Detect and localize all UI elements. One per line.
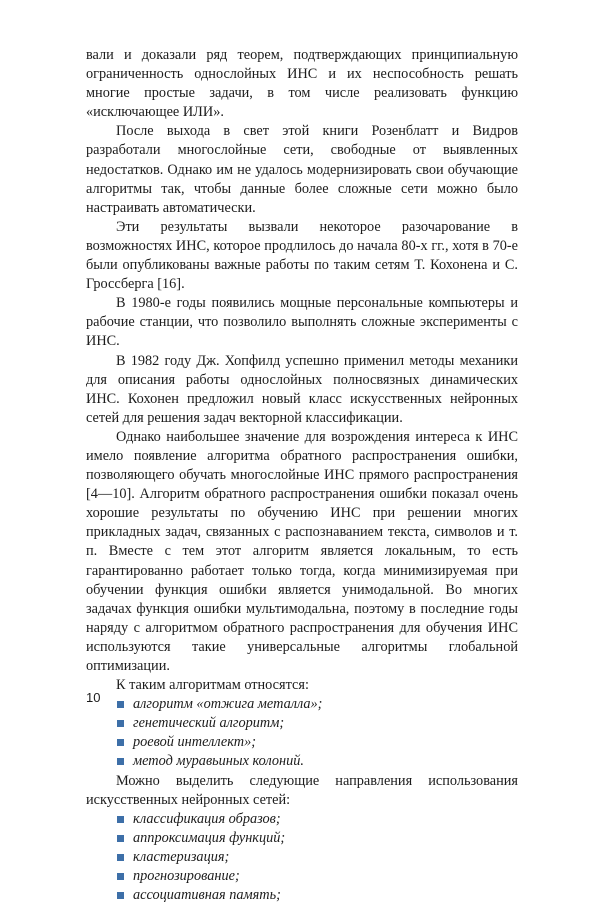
square-bullet-icon xyxy=(117,739,124,746)
list-item xyxy=(116,695,518,714)
applications-list xyxy=(86,810,518,905)
list-item xyxy=(116,848,518,867)
page-body xyxy=(86,46,518,905)
list-intro: К таким алгоритмам относятся: xyxy=(116,677,309,694)
page-number: 10 xyxy=(86,690,101,705)
list-item xyxy=(116,886,518,905)
list-item-text: прогнозирование; xyxy=(133,868,240,885)
paragraph: В 1982 году Дж. Хопфилд успешно применил методы механики для описания работы однослойных полносвязных динамических ИНС. Кохонен предложил новый класс искусственных нейронных сетей для решения задач векторной классификации. xyxy=(86,352,518,426)
list-item-text: классификация образов; xyxy=(133,810,281,827)
square-bullet-icon xyxy=(117,816,124,823)
square-bullet-icon xyxy=(117,835,124,842)
list-item-text: аппроксимация функций; xyxy=(133,829,286,846)
list-item xyxy=(116,714,518,733)
square-bullet-icon xyxy=(117,720,124,727)
algorithms-list xyxy=(86,695,518,771)
paragraph: В 1980-е годы появились мощные персональные компьютеры и рабочие станции, что позволило выполнять сложные эксперименты с ИНС. xyxy=(86,295,518,350)
square-bullet-icon xyxy=(117,701,124,708)
paragraph: После выхода в свет этой книги Розенблатт и Видров разработали многослойные сети, свободные от выявленных недостатков. Однако им не удалось модернизировать свои обучающие алгоритмы так, чтобы данные более сложные сети можно было настраивать автоматически. xyxy=(86,123,518,216)
list-item-text: кластеризация; xyxy=(133,848,230,865)
paragraph: Эти результаты вызвали некоторое разочарование в возможностях ИНС, которое продлилось до начала 80-х гг., хотя в 70-е были опубликованы важные работы по таким сетям Т. Кохонена и С. Гроссберга [16]. xyxy=(86,218,518,293)
square-bullet-icon xyxy=(117,854,124,861)
paragraph: вали и доказали ряд теорем, подтверждающих принципиальную ограниченность однослойных ИНС и их неспособность решать многие простые задачи, в том числе реализовать функцию «исключающее ИЛИ». xyxy=(86,47,518,121)
list-intro: Можно выделить следующие направления использования искусственных нейронных сетей: xyxy=(86,772,518,808)
list-item xyxy=(116,867,518,886)
list-item-text: генетический алгоритм; xyxy=(133,715,285,732)
square-bullet-icon xyxy=(117,758,124,765)
paragraph: Однако наибольшее значение для возрождения интереса к ИНС имело появление алгоритма обратного распространения ошибки, позволяющего обучать многослойные ИНС прямого распространения [4—10]. Алгоритм обратного распространения ошибки показал очень хорошие результаты по обучению ИНС при решении многих прикладных задач, связанных с распознаванием текста, символов и т. п. Вместе с тем этот алгоритм является локальным, то есть гарантированно работает только тогда, когда минимизируемая при обучении функция ошибки является унимодальной. Во многих задачах функция ошибки мультимодальна, поэтому в последние годы наряду с алгоритмом обратного распространения для обучения ИНС используются такие универсальные алгоритмы глобальной оптимизации. xyxy=(86,428,518,674)
list-item-text: роевой интеллект»; xyxy=(133,734,256,751)
list-item-text: ассоциативная память; xyxy=(133,887,281,904)
square-bullet-icon xyxy=(117,873,124,880)
list-item xyxy=(116,752,518,771)
list-item-text: алгоритм «отжига металла»; xyxy=(133,696,323,713)
list-item-text: метод муравьиных колоний. xyxy=(133,753,304,770)
list-item xyxy=(116,810,518,829)
list-item xyxy=(116,829,518,848)
square-bullet-icon xyxy=(117,892,124,899)
